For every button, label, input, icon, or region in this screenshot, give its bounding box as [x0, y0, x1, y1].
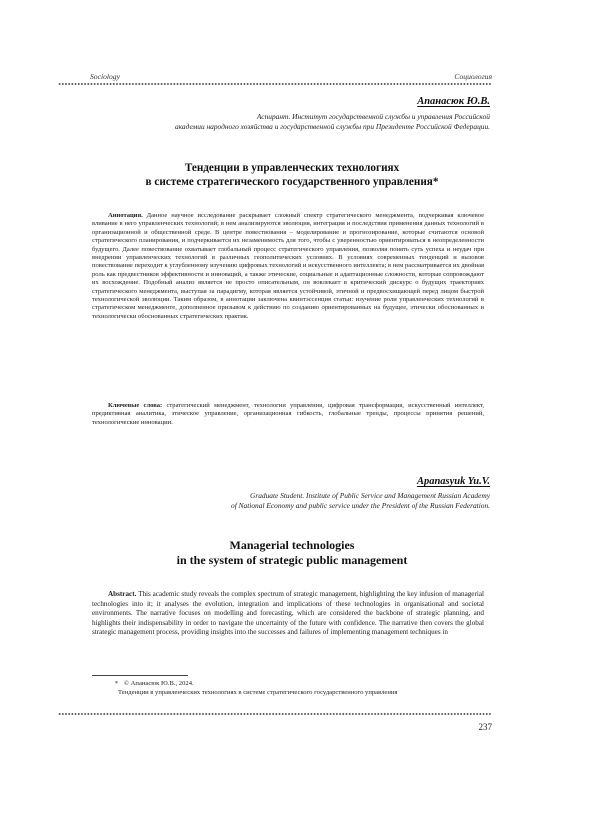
abstract-ru	[92, 212, 484, 321]
page-number: 237	[478, 722, 492, 732]
abstract-ru-text: Данное научное исследование раскрывает сложный спектр стратегического менеджмента, подчеркивая ключевое вливание в него управленческих технологий; в нем анализируются эволюция, интеграция и последствия применения данных технологий в организационной и общественной среде. В центре повествования – моделирование и прогнозирование, которые считаются основой стратегического планирования, и подчеркивается их незаменимость для того, чтобы с уверенностью ориентироваться в неопределенности будущего. Далее повествование охватывает глобальный процесс стратегического управления, позволяя понять суть успеха и неудач при внедрении управленческих технологий в различных геополитических условиях. В условиях современных тенденций и вызовов повествование переходит к углубленному изучению цифровых технологий и искусственного интеллекта; в нем рассматривается их двойная роль как предвестников эффективности и инноваций, а также этические, социальные и адаптационные сложности, которые сопровождают их восхождение. Подобный анализ является не просто описательным, он вовлекает в критический дискурс о будущих траекториях стратегического менеджмента, выступая за парадигму, которая является устойчивой, этичной и предвосхищающей перед лицом быстрой технологической эволюции. Таким образом, в аннотации заключена квинтэссенция статьи: изучение роли управленческих технологий в стратегическом менеджменте, дополненное призывом к действию по созданию ориентированных на будущее, этически обоснованных и технологически обоснованных стратегических практик.	[92, 212, 484, 320]
abstract-en-text: This academic study reveals the complex spectrum of strategic management, highlighting the key infusion of managerial technologies into it; it analyses the evolution, integration and implications of these technologies in organisational and societal environments. The narrative focuses on modelling and forecasting, which are considered the backbone of strategic planning, and highlights their indispensability in order to navigate the uncertainty of the future with confidence. The narrative then covers the global strategic management process, providing insights into the successes and failures of implementing management techniques in	[92, 590, 484, 637]
keywords-ru-text: стратегический менеджмент, технологии управления, цифровая трансформация, искусственный интеллект, предиктивная аналитика, этическое управление, организационная гибкость, глобальные тренды, процессы принятия решений, технологические инновации.	[92, 402, 485, 426]
keywords-ru	[92, 402, 484, 427]
abstract-ru-lead: Аннотация.	[108, 212, 143, 219]
footnote-copyright-text: © Апанасюк Ю.В., 2024.	[124, 680, 194, 687]
affiliation-ru-line-1: Аспирант. Институт государственной службы и управления Российской	[256, 112, 490, 121]
keywords-ru-lead: Ключевые слова:	[108, 402, 163, 409]
abstract-en	[92, 590, 484, 638]
article-title-en	[92, 538, 492, 567]
footnote-separator	[92, 675, 188, 676]
affiliation-ru-line-2: академии народного хозяйства и государственной службы при Президенте Российской Федерации.	[174, 122, 490, 131]
article-title-en-line-2: in the system of strategic public management	[176, 552, 408, 567]
article-title-ru-line-1: Тенденции в управленческих технологиях	[184, 162, 400, 174]
affiliation-en-line-1: Graduate Student. Institute of Public Service and Management Russian Academy	[249, 491, 490, 500]
author-name-en: Apanasyuk Yu.V.	[416, 476, 490, 487]
affiliation-ru	[130, 112, 490, 132]
abstract-en-lead: Abstract.	[108, 590, 137, 598]
running-header-left: Sociology	[90, 72, 120, 81]
footer-ornament-rule	[58, 712, 492, 716]
footnote-copyright	[92, 679, 484, 688]
running-header-right: Социология	[454, 72, 492, 81]
author-name-ru: Апанасюк Ю.В.	[417, 96, 490, 107]
article-title-en-line-1: Managerial technologies	[229, 538, 355, 552]
footnote-mark: *	[114, 680, 118, 687]
affiliation-en	[130, 491, 490, 511]
affiliation-en-line-2: of National Economy and public service under the President of the Russian Federation.	[231, 501, 490, 510]
footnote-title: Тенденции в управленческих технологиях в системе стратегического государственного управления	[118, 689, 398, 696]
article-title-ru	[92, 162, 492, 189]
article-title-ru-line-2: в системе стратегического государственного управления*	[145, 175, 439, 188]
header-ornament-rule	[58, 82, 492, 86]
